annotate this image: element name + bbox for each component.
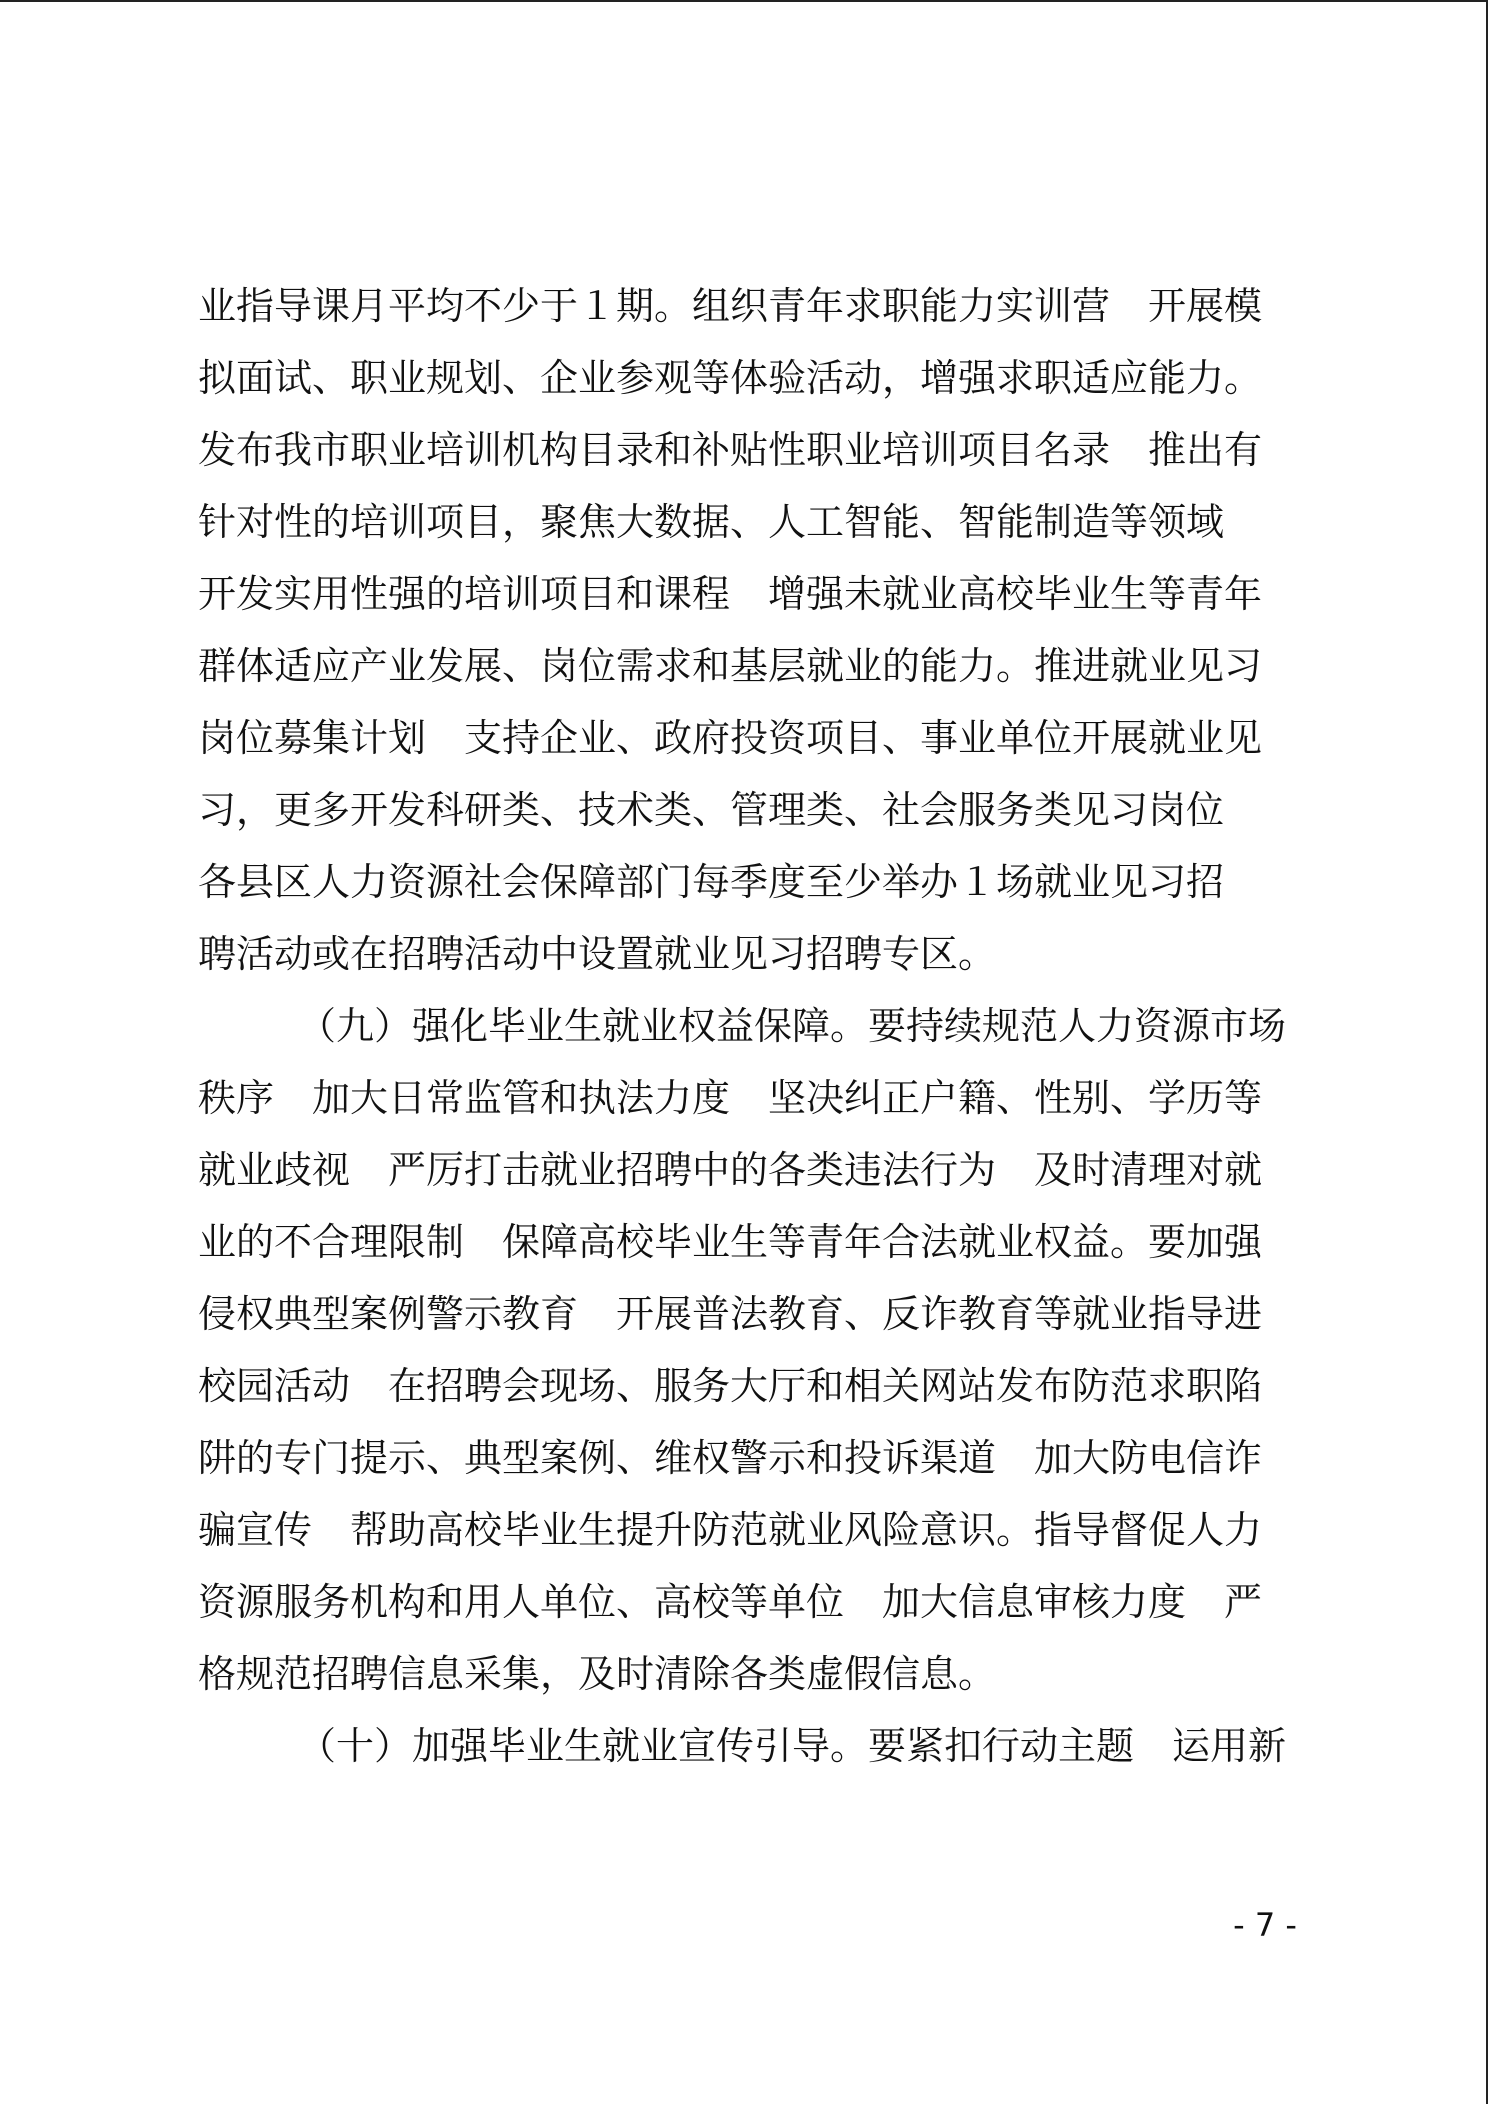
text-line-12: 秩序 加大日常监管和执法力度 坚决纠正户籍、性别、学历等	[198, 1076, 1263, 1120]
text-line-18: 骗宣传 帮助高校毕业生提升防范就业风险意识。指导督促人力	[198, 1508, 1263, 1552]
text-line-5: 开发实用性强的培训项目和课程 增强未就业高校毕业生等青年	[198, 572, 1263, 616]
text-line-1: 业指导课月平均不少于１期。组织青年求职能力实训营 开展模	[198, 284, 1263, 328]
page-number: - 7 -	[1233, 1906, 1297, 1944]
text-line-14: 业的不合理限制 保障高校毕业生等青年合法就业权益。要加强	[198, 1220, 1263, 1264]
section-heading-10: （十）加强毕业生就业宣传引导。要紧扣行动主题 运用新	[298, 1724, 1287, 1768]
text-line-4: 针对性的培训项目，聚焦大数据、人工智能、智能制造等领域	[198, 500, 1225, 544]
text-line-10: 聘活动或在招聘活动中设置就业见习招聘专区。	[198, 932, 997, 976]
page-top-border	[0, 0, 1488, 2]
text-line-2: 拟面试、职业规划、企业参观等体验活动，增强求职适应能力。	[198, 356, 1263, 400]
document-body	[198, 270, 1308, 1782]
text-line-9: 各县区人力资源社会保障部门每季度至少举办１场就业见习招	[198, 860, 1225, 904]
text-line-16: 校园活动 在招聘会现场、服务大厅和相关网站发布防范求职陷	[198, 1364, 1263, 1408]
text-line-7: 岗位募集计划 支持企业、政府投资项目、事业单位开展就业见	[198, 716, 1263, 760]
text-line-15: 侵权典型案例警示教育 开展普法教育、反诈教育等就业指导进	[198, 1292, 1263, 1336]
text-line-17: 阱的专门提示、典型案例、维权警示和投诉渠道 加大防电信诈	[198, 1436, 1263, 1480]
section-heading-9: （九）强化毕业生就业权益保障。要持续规范人力资源市场	[298, 1004, 1287, 1048]
text-line-19: 资源服务机构和用人单位、高校等单位 加大信息审核力度 严	[198, 1580, 1263, 1624]
text-line-3: 发布我市职业培训机构目录和补贴性职业培训项目名录 推出有	[198, 428, 1263, 472]
text-line-13: 就业歧视 严厉打击就业招聘中的各类违法行为 及时清理对就	[198, 1148, 1263, 1192]
text-line-8: 习，更多开发科研类、技术类、管理类、社会服务类见习岗位	[198, 788, 1225, 832]
text-line-20: 格规范招聘信息采集，及时清除各类虚假信息。	[198, 1652, 997, 1696]
text-line-6: 群体适应产业发展、岗位需求和基层就业的能力。推进就业见习	[198, 644, 1263, 688]
